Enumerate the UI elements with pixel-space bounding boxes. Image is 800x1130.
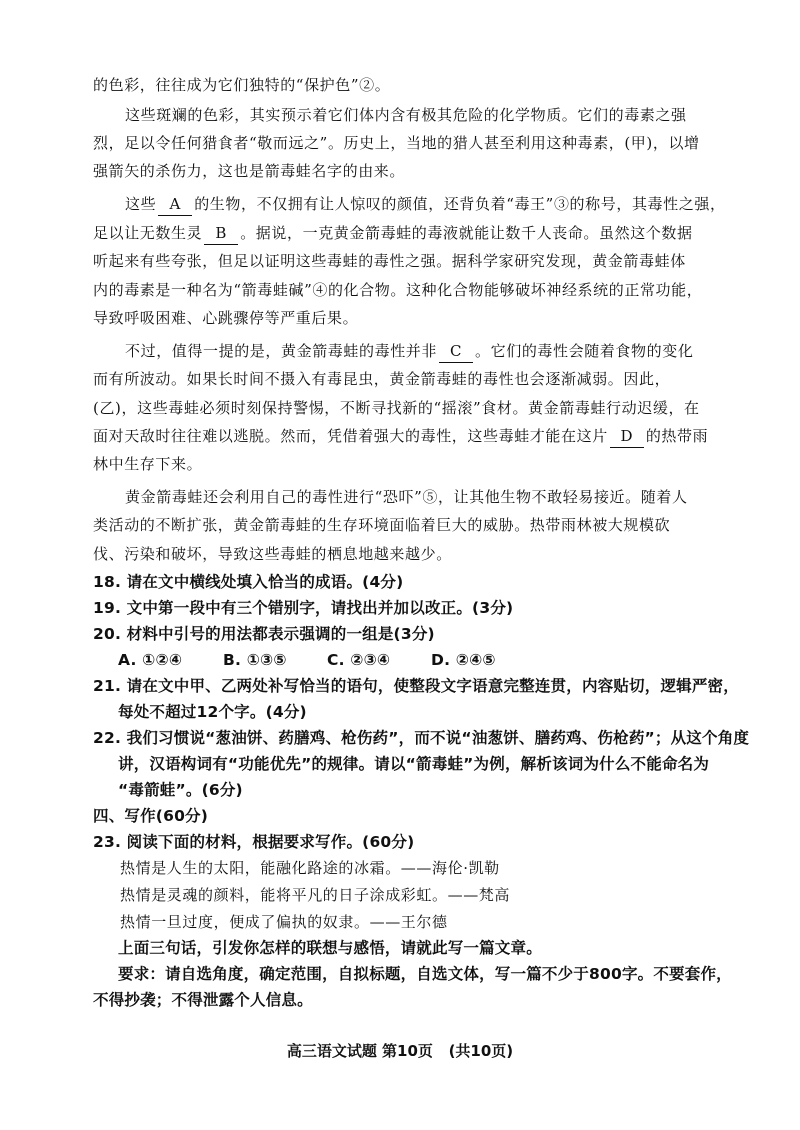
writing-prompt: 上面三句话，引发你怎样的联想与感悟，请就此写一篇文章。 — [118, 939, 542, 957]
question-22-cont: “毒箭蛙”。(6分) — [118, 781, 243, 799]
writing-requirements: 要求：请自选角度，确定范围，自拟标题，自选文体，写一篇不少于800字。不要套作， — [118, 965, 732, 983]
blank-b: B — [204, 222, 238, 245]
passage-line: 导致呼吸困难、心跳骤停等严重后果。 — [93, 309, 359, 327]
passage-text: 的热带雨 — [645, 427, 709, 445]
passage-line: 伐、污染和破坏，导致这些毒蛙的栖息地越来越少。 — [93, 545, 452, 563]
passage-line: 烈，足以令任何猎食者“敬而远之”。历史上，当地的猎人甚至利用这种毒素，(甲)，以增 — [93, 134, 700, 152]
question-21-cont: 每处不超过12个字。(4分) — [118, 703, 307, 721]
blank-a: A — [158, 193, 192, 216]
passage-text: 这些 — [125, 195, 157, 213]
passage-line: 的色彩，往往成为它们独特的“保护色”②。 — [93, 76, 391, 94]
q20-option-d: D. ②④⑤ — [431, 651, 496, 669]
quote-2: 热情是灵魂的颜料，能将平凡的日子涂成彩虹。——梵高 — [120, 886, 511, 904]
passage-line: 听起来有些夸张，但足以证明这些毒蛙的毒性之强。据科学家研究发现，黄金箭毒蛙体 — [93, 252, 686, 270]
passage-line: 类活动的不断扩张，黄金箭毒蛙的生存环境面临着巨大的威胁。热带雨林被大规模砍 — [93, 516, 671, 534]
question-23: 23. 阅读下面的材料，根据要求写作。(60分) — [93, 833, 415, 851]
passage-line — [125, 340, 693, 363]
page-footer: 高三语文试题 第10页 (共10页) — [286, 1042, 514, 1060]
q20-option-a: A. ①②④ — [118, 651, 183, 669]
quote-3: 热情一旦过度，便成了偏执的奴隶。——王尔德 — [120, 913, 448, 931]
quote-1: 热情是人生的太阳，能融化路途的冰霜。——海伦·凯勒 — [120, 859, 500, 877]
passage-text: 足以让无数生灵 — [93, 224, 203, 242]
passage-line: 内的毒素是一种名为“箭毒蛙碱”④的化合物。这种化合物能够破坏神经系统的正常功能， — [93, 281, 703, 299]
q20-option-b: B. ①③⑤ — [223, 651, 287, 669]
q20-option-c: C. ②③④ — [327, 651, 391, 669]
passage-line: 而有所波动。如果长时间不摄入有毒昆虫，黄金箭毒蛙的毒性也会逐渐减弱。因此， — [93, 370, 671, 388]
passage-text: 。据说，一克黄金箭毒蛙的毒液就能让数千人丧命。虽然这个数据 — [240, 224, 693, 242]
passage-line — [93, 222, 693, 245]
passage-line: 黄金箭毒蛙还会利用自己的毒性进行“恐吓”⑤，让其他生物不敢轻易接近。随着人 — [125, 488, 688, 506]
passage-line: 林中生存下来。 — [93, 455, 203, 473]
blank-c: C — [439, 340, 473, 363]
passage-line: 强箭矢的杀伤力，这也是箭毒蛙名字的由来。 — [93, 162, 406, 180]
passage-line — [125, 193, 726, 216]
passage-line — [93, 425, 708, 448]
question-22: 22. 我们习惯说“葱油饼、药膳鸡、枪伤药”，而不说“油葱饼、膳药鸡、伤枪药”；从这个角度 — [93, 729, 750, 747]
question-19: 19. 文中第一段中有三个错别字，请找出并加以改正。(3分) — [93, 599, 514, 617]
writing-requirements-cont: 不得抄袭；不得泄露个人信息。 — [93, 991, 313, 1009]
section-title: 四、写作(60分) — [93, 807, 209, 825]
passage-text: 不过，值得一提的是，黄金箭毒蛙的毒性并非 — [125, 342, 438, 360]
passage-text: 。它们的毒性会随着食物的变化 — [475, 342, 694, 360]
question-20: 20. 材料中引号的用法都表示强调的一组是(3分) — [93, 625, 435, 643]
question-21: 21. 请在文中甲、乙两处补写恰当的语句，使整段文字语意完整连贯，内容贴切，逻辑严密， — [93, 677, 739, 695]
passage-text: 面对天敌时往往难以逃脱。然而，凭借着强大的毒性，这些毒蛙才能在这片 — [93, 427, 608, 445]
passage-line: (乙)，这些毒蛙必须时刻保持警惕，不断寻找新的“摇滚”食材。黄金箭毒蛙行动迟缓，在 — [93, 399, 700, 417]
passage-line: 这些斑斓的色彩，其实预示着它们体内含有极其危险的化学物质。它们的毒素之强 — [125, 106, 687, 124]
question-18: 18. 请在文中横线处填入恰当的成语。(4分) — [93, 573, 404, 591]
passage-text: 的生物，不仅拥有让人惊叹的颜值，还背负着“毒王”③的称号，其毒性之强， — [194, 195, 726, 213]
question-22-cont: 讲，汉语构词有“功能优先”的规律。请以“箭毒蛙”为例，解析该词为什么不能命名为 — [118, 755, 710, 773]
blank-d: D — [610, 425, 644, 448]
